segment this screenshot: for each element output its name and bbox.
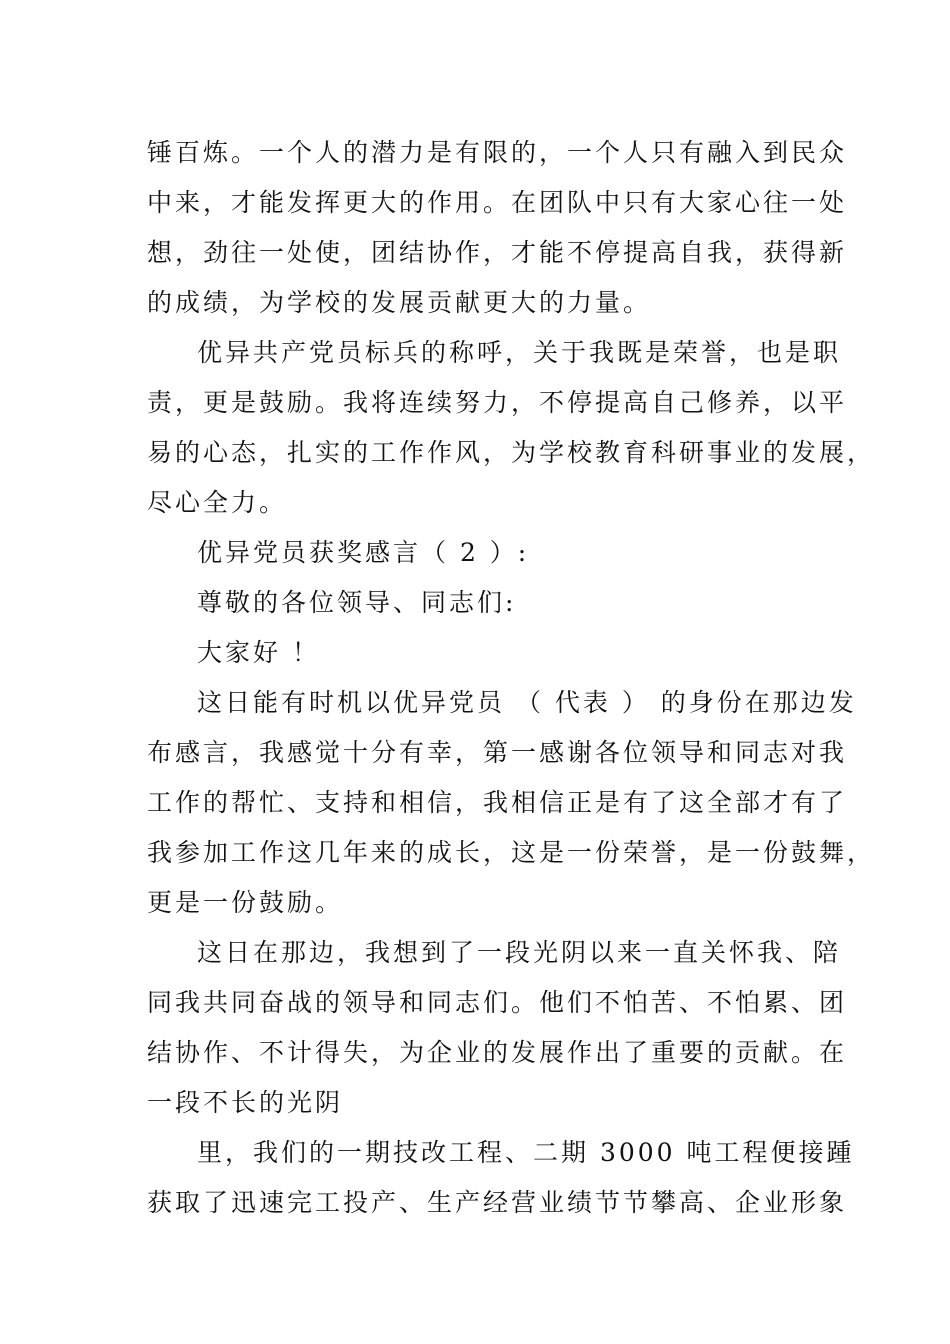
text-line: 锤百炼。一个人的潜力是有限的，一个人只有融入到民众 [147, 138, 848, 167]
text-line: 我参加工作这几年来的成长，这是一份荣誉，是一份鼓舞， [147, 838, 876, 867]
text-line: 同我共同奋战的领导和同志们。他们不怕苦、不怕累、团 [147, 988, 848, 1017]
text-line: 布感言，我感觉十分有幸，第一感谢各位领导和同志对我 [147, 738, 848, 767]
salutation: 尊敬的各位领导、同志们: [197, 588, 517, 617]
text-line: 更是一份鼓励。 [147, 888, 344, 917]
text-line: 工作的帮忙、支持和相信，我相信正是有了这全部才有了 [147, 788, 848, 817]
text-line: 这日在那边，我想到了一段光阴以来一直关怀我、陪 [197, 938, 842, 967]
text-line: 结协作、不计得失，为企业的发展作出了重要的贡献。在 [147, 1038, 848, 1067]
text-line: 优异共产党员标兵的称呼，关于我既是荣誉，也是职 [197, 338, 842, 367]
text-line: 易的心态，扎实的工作作风，为学校教育科研事业的发展， [147, 438, 876, 467]
greeting: 大家好 ！ [197, 638, 320, 667]
text-line: 的成绩，为学校的发展贡献更大的力量。 [147, 288, 652, 317]
text-line: 责，更是鼓励。我将连续努力，不停提高自己修养，以平 [147, 388, 848, 417]
text-line: 里，我们的一期技改工程、二期 3000 吨工程便接踵 [197, 1138, 855, 1167]
text-line: 获取了迅速完工投产、生产经营业绩节节攀高、企业形象 [147, 1188, 848, 1217]
text-line: 想，劲往一处使，团结协作，才能不停提高自我，获得新 [147, 238, 848, 267]
text-line: 这日能有时机以优异党员 （ 代表 ） 的身份在那边发 [197, 688, 857, 717]
section-heading: 优异党员获奖感言（ 2 ）: [197, 538, 530, 567]
text-line: 中来，才能发挥更大的作用。在团队中只有大家心往一处 [147, 188, 848, 217]
text-line: 尽心全力。 [147, 488, 288, 517]
text-line: 一段不长的光阴 [147, 1088, 344, 1117]
